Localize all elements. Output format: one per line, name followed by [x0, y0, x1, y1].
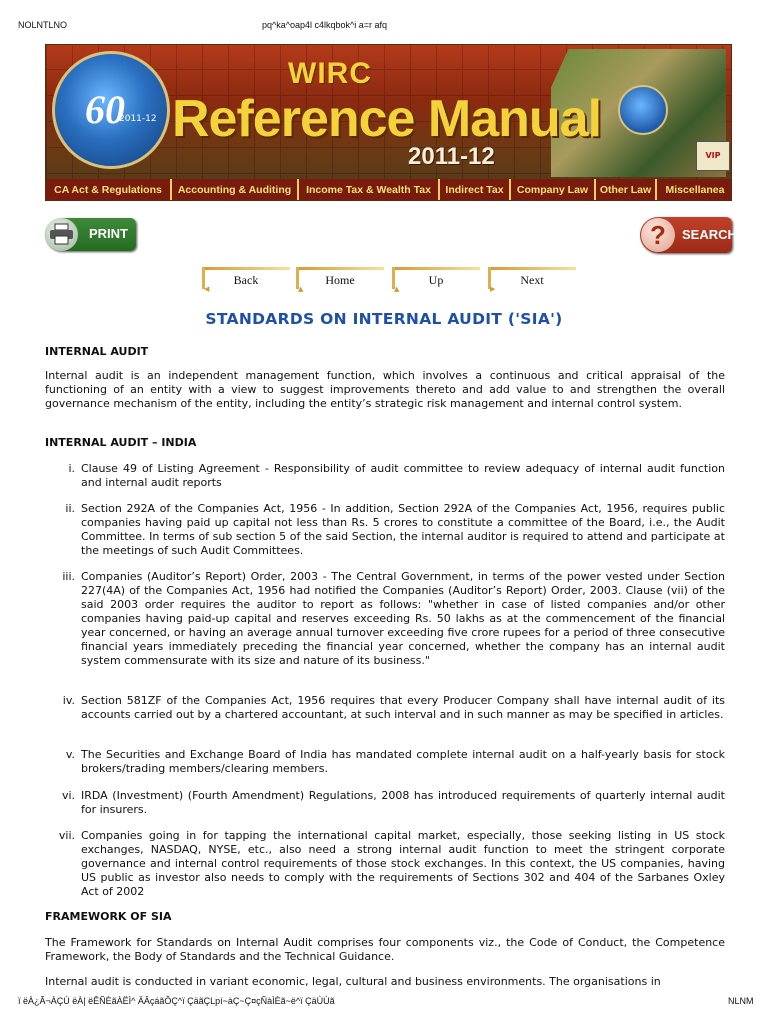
list-item-text: IRDA (Investment) (Fourth Amendment) Regulations, 2008 has introduced requirements of quarterly internal audit for insurers. — [81, 789, 725, 816]
search-button[interactable] — [640, 217, 737, 253]
menu-income-tax[interactable]: Income Tax & Wealth Tax — [299, 179, 440, 201]
page-title: STANDARDS ON INTERNAL AUDIT ('SIA') — [205, 310, 563, 328]
paragraph-framework: The Framework for Standards on Internal Audit comprises four components viz., the Code of Conduct, the Competence Framework, the Body of Standards and the Technical Guidance. — [45, 936, 725, 963]
menu-other-law[interactable]: Other Law — [596, 179, 657, 201]
paragraph-intro: Internal audit is an independent management function, which involves a continuous and critical appraisal of the functioning of an entity with a view to suggest improvements thereto and add value to and strengthen the overall governance mechanism of the entity, including the entity’s strategic risk management and internal control system. — [45, 369, 725, 410]
list-item-number: iv. — [62, 694, 75, 707]
list-item-number: i. — [68, 462, 75, 475]
search-label: SEARCH — [682, 227, 737, 242]
menu-company-law[interactable]: Company Law — [511, 179, 596, 201]
page-header-center: pq^ka^oap4l c4lkqbok^i a=r afq — [262, 20, 387, 30]
banner-menu — [46, 179, 732, 201]
nav-up-label: Up — [428, 273, 444, 287]
nav-back-label: Back — [233, 273, 259, 287]
printer-icon — [49, 223, 74, 245]
nav-up[interactable] — [392, 267, 480, 291]
list-item-text: Section 581ZF of the Companies Act, 1956 requires that every Producer Company shall have internal audit of its accounts carried out by a chartered accountant, at such interval and in such manner as may be specified in articles. — [81, 694, 725, 721]
triangle-icon: ▲ — [394, 285, 400, 293]
list-item-text: Clause 49 of Listing Agreement - Responsibility of audit committee to review adequacy of internal audit function and internal audit reports — [81, 462, 725, 489]
page-footer-left: ï ëÀ¿Ã¬ÀÇÙ ëÀ| ëÊÑÈãÀËÌ^ ÄÂçáãÔÇ^ï ÇäãÇLpí~àÇ~Ç¤çÑàÌÈã~ë^ï ÇäÙÙã — [18, 996, 335, 1006]
heading-internal-audit-india: INTERNAL AUDIT – INDIA — [45, 436, 197, 449]
triangle-icon: ◀ — [204, 285, 210, 293]
nav-tab-bar — [296, 267, 384, 270]
paragraph-environment: Internal audit is conducted in variant economic, legal, cultural and business environments. The organisations in — [45, 975, 661, 988]
banner-title-reference-manual: Reference Manual — [172, 90, 602, 148]
nav-next[interactable] — [488, 267, 576, 291]
list-item-number: ii. — [65, 502, 75, 515]
heading-framework: FRAMEWORK OF SIA — [45, 910, 172, 923]
list-item-text: Companies (Auditor’s Report) Order, 2003 - The Central Government, in terms of the power vested under Section 227(4A) of the Companies Act, 1956 had notified the Companies (Auditor’s Report) Order, 2003. Clause (vii) of the said 2003 order requires the auditor to report as follows: "whether in case of listed companies and/or other companies having paid-up capital and reserves exceeding Rs. 50 lakhs as at the commencement of the financial year concerned, or having an average annual turnover exceeding five crore rupees for a period of three consecutive financial years immediately preceding the financial year concerned, whether the company has an internal audit system commensurate with its size and nature of its business." — [81, 570, 725, 667]
list-item — [45, 789, 725, 817]
nav-home-label: Home — [325, 273, 355, 287]
banner-title-year: 2011-12 — [408, 143, 495, 170]
print-label: PRINT — [89, 226, 128, 241]
list-item-text: The Securities and Exchange Board of India has mandated complete internal audit on a half-yearly basis for stock brokers/trading members/clearing members. — [81, 748, 725, 775]
print-icon-circle — [45, 218, 78, 251]
vip-logo: VIP — [696, 141, 730, 171]
nav-back[interactable] — [202, 267, 290, 291]
list-item — [45, 462, 725, 490]
nav-tab-bar — [488, 267, 576, 270]
banner — [45, 44, 732, 201]
print-button[interactable] — [45, 218, 136, 251]
page-footer-right: NLNM — [728, 996, 754, 1006]
list-item-text: Section 292A of the Companies Act, 1956 - In addition, Section 292A of the Companies Act, 1956, requires public companies having paid up capital not less than Rs. 5 crores to constitute a committee of the Board, i.e., the Audit Committee. In terms of sub section 5 of the said Section, the internal auditor is required to attend and participate at the meetings of such Audit Committees. — [81, 502, 725, 557]
list-item — [45, 829, 725, 899]
nav-tab-bar — [202, 267, 290, 270]
nav-home[interactable] — [296, 267, 384, 291]
list-item — [45, 748, 725, 776]
diamond-jubilee-seal — [52, 51, 170, 169]
list-item-number: iii. — [62, 570, 75, 583]
menu-accounting-auditing[interactable]: Accounting & Auditing — [172, 179, 299, 201]
seal-year: 2011-12 — [119, 114, 157, 124]
question-mark-icon: ? — [641, 218, 675, 252]
list-item — [45, 570, 725, 668]
small-seal-icon — [618, 85, 668, 135]
list-item-number: vii. — [58, 829, 75, 842]
list-item-number: v. — [65, 748, 75, 761]
list-item-text: Companies going in for tapping the international capital market, especially, those seeking listing in US stock exchanges, NASDAQ, NYSE, etc., also need a strong internal audit function to meet the stringent corporate governance and internal control requirements of those stock exchanges. In this context, the US companies, having US public as investor also needs to comply with the requirements of Sections 302 and 404 of the Sarbanes Oxley Act of 2002 — [81, 829, 725, 898]
list-item — [45, 694, 725, 722]
page-header-left: NOLNTLNO — [18, 20, 68, 30]
triangle-icon: ▶ — [490, 285, 496, 293]
list-item-number: vi. — [61, 789, 75, 802]
seal-number: 60 — [85, 87, 125, 132]
nav-next-label: Next — [520, 273, 544, 287]
banner-title-wirc: WIRC — [288, 57, 372, 90]
list-item — [45, 502, 725, 558]
nav-tab-bar — [392, 267, 480, 270]
menu-miscellanea[interactable]: Miscellanea — [665, 184, 725, 196]
menu-indirect-tax[interactable]: Indirect Tax — [440, 179, 511, 201]
heading-internal-audit: INTERNAL AUDIT — [45, 345, 149, 358]
menu-ca-act[interactable]: CA Act & Regulations — [46, 179, 172, 201]
triangle-icon: ▲ — [298, 285, 304, 293]
